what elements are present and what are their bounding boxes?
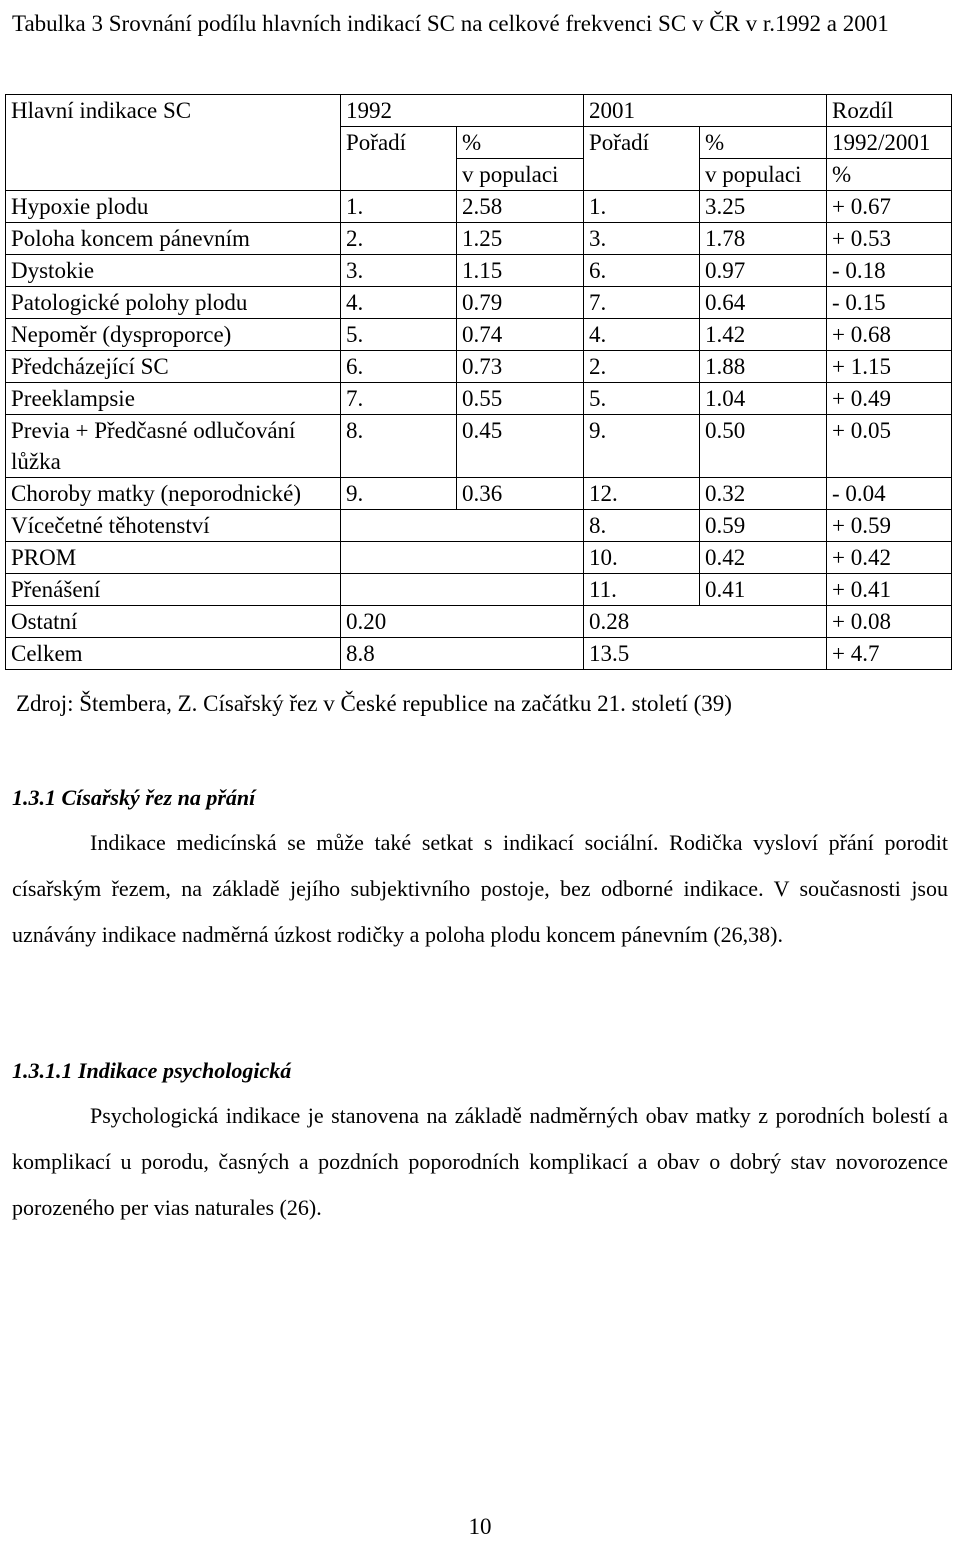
difference: + 0.41 <box>827 574 952 606</box>
section-heading-psychologicka: 1.3.1.1 Indikace psychologická <box>12 1058 292 1083</box>
rank-1992: 5. <box>341 319 457 351</box>
rank-2001: 3. <box>584 223 700 255</box>
header-pct-population-1992: v populaci <box>457 159 584 191</box>
difference: + 0.08 <box>827 606 952 638</box>
table-row-celkem <box>6 638 952 670</box>
rank-1992: 7. <box>341 383 457 415</box>
indication-label: Dystokie <box>6 255 341 287</box>
rank-1992: 4. <box>341 287 457 319</box>
pct-2001: 13.5 <box>584 638 827 670</box>
indication-label: Hypoxie plodu <box>6 191 341 223</box>
indication-label: PROM <box>6 542 341 574</box>
difference: + 0.49 <box>827 383 952 415</box>
pct-1992: 0.55 <box>457 383 584 415</box>
rank-2001: 10. <box>584 542 700 574</box>
section-paragraph-psychologicka <box>12 1093 948 1231</box>
indication-label: Celkem <box>6 638 341 670</box>
rank-1992: 9. <box>341 478 457 510</box>
difference: + 4.7 <box>827 638 952 670</box>
table-caption: Tabulka 3 Srovnání podílu hlavních indikací SC na celkové frekvenci SC v ČR v r.1992 a 2001 <box>12 11 889 36</box>
header-difference: Rozdíl <box>827 95 952 127</box>
difference: - 0.18 <box>827 255 952 287</box>
table-row <box>6 383 952 415</box>
pct-2001: 0.32 <box>700 478 827 510</box>
difference: + 0.05 <box>827 415 952 478</box>
pct-2001: 1.42 <box>700 319 827 351</box>
header-main-indication: Hlavní indikace SC <box>6 95 341 191</box>
pct-2001: 1.88 <box>700 351 827 383</box>
indications-table <box>5 94 952 670</box>
paragraph-first-word: Psychologická <box>90 1103 219 1128</box>
table-row <box>6 287 952 319</box>
table-row <box>6 542 952 574</box>
pct-2001: 3.25 <box>700 191 827 223</box>
table-row <box>6 223 952 255</box>
rank-1992: 2. <box>341 223 457 255</box>
table-row <box>6 319 952 351</box>
rank-2001: 7. <box>584 287 700 319</box>
indication-label: Patologické polohy plodu <box>6 287 341 319</box>
table-row <box>6 574 952 606</box>
indication-label: Předcházející SC <box>6 351 341 383</box>
table-row <box>6 255 952 287</box>
rank-2001: 6. <box>584 255 700 287</box>
difference: + 0.67 <box>827 191 952 223</box>
rank-2001: 4. <box>584 319 700 351</box>
difference: + 0.42 <box>827 542 952 574</box>
table-source: Zdroj: Štembera, Z. Císařský řez v České republice na začátku 21. století (39) <box>16 691 732 716</box>
difference: - 0.04 <box>827 478 952 510</box>
pct-2001: 0.42 <box>700 542 827 574</box>
pct-2001: 1.04 <box>700 383 827 415</box>
pct-1992: 1.15 <box>457 255 584 287</box>
pct-2001: 0.59 <box>700 510 827 542</box>
indication-label: Vícečetné těhotenství <box>6 510 341 542</box>
pct-1992: 0.74 <box>457 319 584 351</box>
header-diff-unit: % <box>827 159 952 191</box>
paragraph-text: indikace je stanovena na základě nadměrných obav matky z porodních bolestí a komplikací u porodu, časných a pozdních poporodních komplikací a obav o dobrý stav novorozence porozeného per vias naturales (26). <box>12 1103 949 1220</box>
table-header-row <box>6 95 952 127</box>
paragraph-text: medicínská se může také setkat s indikací sociální. Rodička vysloví přání porodit císařským řezem, na základě jejího subjektivního postoje, bez odborné indikace. V současnosti jsou uznávány indikace nadměrná úzkost rodičky a poloha plodu koncem pánevním (26,38). <box>12 830 949 947</box>
rank-1992: 6. <box>341 351 457 383</box>
pct-1992: 0.79 <box>457 287 584 319</box>
difference: + 0.53 <box>827 223 952 255</box>
pct-1992: 8.8 <box>341 638 584 670</box>
difference: - 0.15 <box>827 287 952 319</box>
indication-label: Nepoměr (dysproporce) <box>6 319 341 351</box>
rank-2001: 12. <box>584 478 700 510</box>
indication-label: Poloha koncem pánevním <box>6 223 341 255</box>
page-number: 10 <box>468 1514 492 1539</box>
header-pct-2001: % <box>700 127 827 159</box>
indication-label: Přenášení <box>6 574 341 606</box>
empty-cell-1992 <box>341 574 584 606</box>
pct-2001: 0.28 <box>584 606 827 638</box>
pct-1992: 2.58 <box>457 191 584 223</box>
pct-2001: 0.97 <box>700 255 827 287</box>
indication-label: Preeklampsie <box>6 383 341 415</box>
rank-2001: 2. <box>584 351 700 383</box>
table-row <box>6 351 952 383</box>
pct-2001: 0.50 <box>700 415 827 478</box>
section-paragraph-cisarsky-rez <box>12 820 948 958</box>
table-row <box>6 191 952 223</box>
header-pct-population-2001: v populaci <box>700 159 827 191</box>
header-year-2001: 2001 <box>584 95 827 127</box>
rank-2001: 11. <box>584 574 700 606</box>
pct-2001: 0.41 <box>700 574 827 606</box>
rank-1992: 3. <box>341 255 457 287</box>
table-row <box>6 478 952 510</box>
header-year-1992: 1992 <box>341 95 584 127</box>
header-order-2001: Pořadí <box>584 127 700 191</box>
table-row <box>6 510 952 542</box>
empty-cell-1992 <box>341 510 584 542</box>
empty-cell-1992 <box>341 542 584 574</box>
difference: + 0.68 <box>827 319 952 351</box>
indication-label: Previa + Předčasné odlučování lůžka <box>6 415 341 478</box>
header-order-1992: Pořadí <box>341 127 457 191</box>
pct-1992: 1.25 <box>457 223 584 255</box>
paragraph-first-word: Indikace <box>90 830 166 855</box>
difference: + 0.59 <box>827 510 952 542</box>
pct-1992: 0.20 <box>341 606 584 638</box>
rank-2001: 9. <box>584 415 700 478</box>
pct-1992: 0.45 <box>457 415 584 478</box>
difference: + 1.15 <box>827 351 952 383</box>
rank-1992: 8. <box>341 415 457 478</box>
rank-1992: 1. <box>341 191 457 223</box>
pct-1992: 0.36 <box>457 478 584 510</box>
pct-2001: 1.78 <box>700 223 827 255</box>
pct-1992: 0.73 <box>457 351 584 383</box>
table-row-ostatni <box>6 606 952 638</box>
indication-label: Choroby matky (neporodnické) <box>6 478 341 510</box>
pct-2001: 0.64 <box>700 287 827 319</box>
section-heading-cisarsky-rez: 1.3.1 Císařský řez na přání <box>12 785 256 810</box>
header-pct-1992: % <box>457 127 584 159</box>
table-row <box>6 415 952 478</box>
header-diff-period: 1992/2001 <box>827 127 952 159</box>
rank-2001: 8. <box>584 510 700 542</box>
rank-2001: 1. <box>584 191 700 223</box>
indication-label: Ostatní <box>6 606 341 638</box>
rank-2001: 5. <box>584 383 700 415</box>
